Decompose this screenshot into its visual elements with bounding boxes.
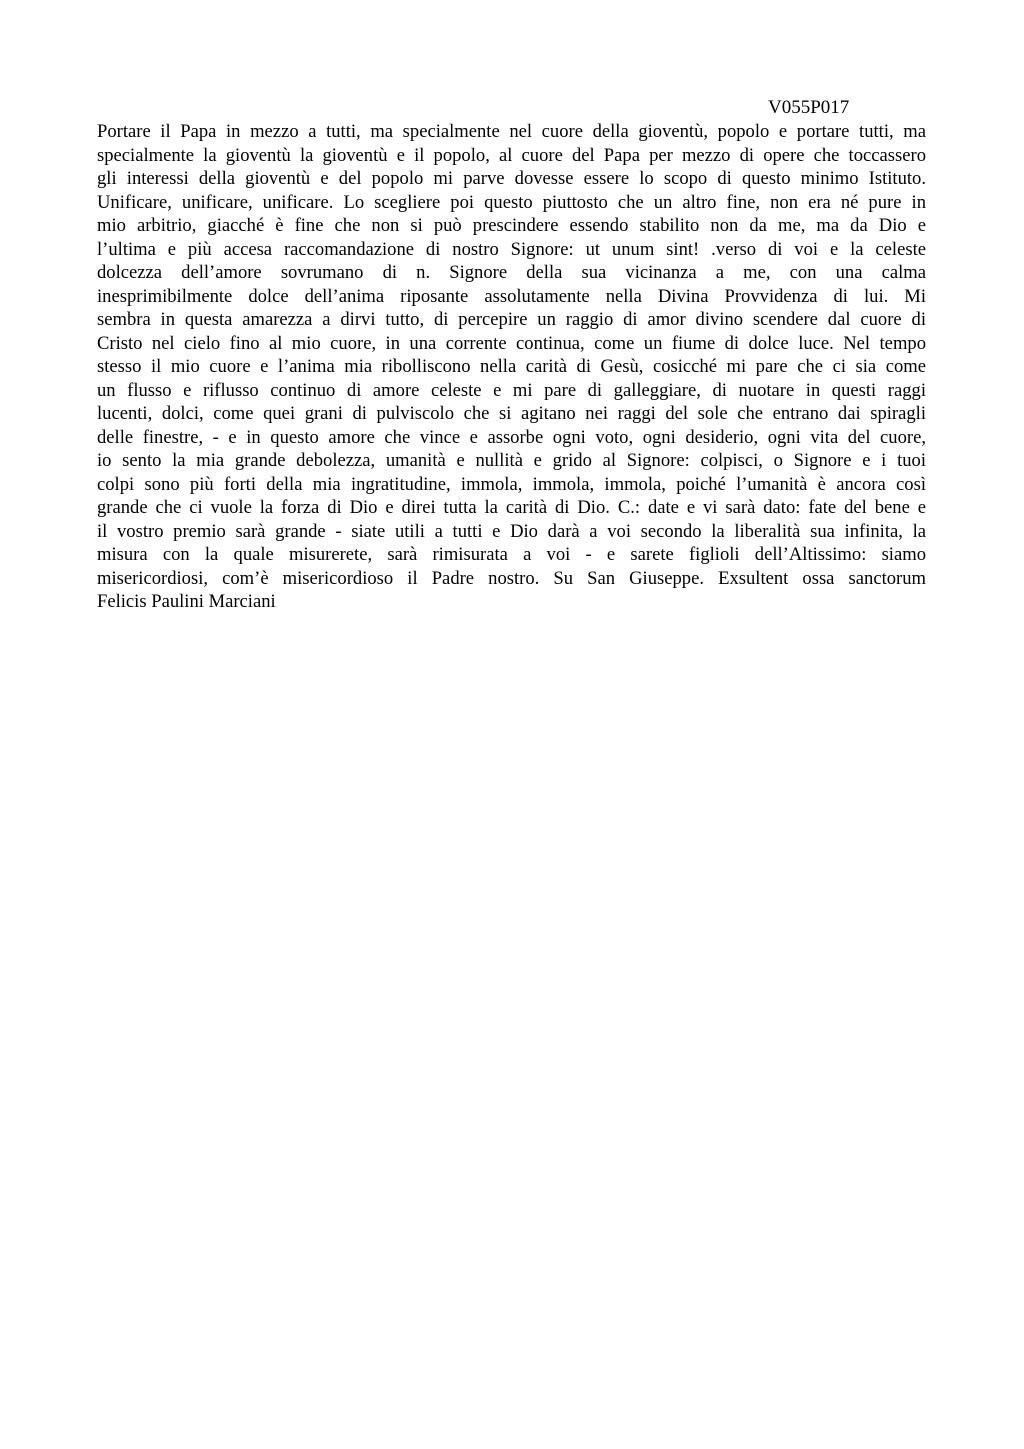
text-line: misura con la quale misurerete, sarà rimisurata a voi - e sarete figlioli dell’Altissimo: siamo	[97, 544, 926, 565]
text-line: sembra in questa amarezza a dirvi tutto, di percepire un raggio di amor divino scendere dal cuore di	[97, 309, 926, 330]
text-line: Portare il Papa in mezzo a tutti, ma specialmente nel cuore della gioventù, popolo e portare tutti, ma	[97, 121, 926, 142]
text-line: Unificare, unificare, unificare. Lo scegliere poi questo piuttosto che un altro fine, non era né pure in	[97, 191, 926, 213]
text-line: stesso il mio cuore e l’anima mia ribolliscono nella carità di Gesù, cosicché mi pare che ci sia come	[97, 356, 926, 377]
text-line: io sento la mia grande debolezza, umanità e nullità e grido al Signore: colpisci, o Signore e i tuoi	[97, 450, 926, 471]
text-line: gli interessi della gioventù e del popolo mi parve dovesse essere lo scopo di questo minimo Istituto.	[97, 168, 926, 189]
text-line: mio arbitrio, giacché è fine che non si può prescindere essendo stabilito non da me, ma da Dio e	[97, 215, 926, 236]
text-line: il vostro premio sarà grande - siate utili a tutti e Dio darà a voi secondo la liberalità sua infinita, la	[97, 520, 926, 542]
text-line: colpi sono più forti della mia ingratitudine, immola, immola, immola, poiché l’umanità è ancora così	[97, 473, 926, 495]
text-line: Felicis Paulini Marciani	[97, 591, 276, 612]
page-code: V055P017	[768, 97, 850, 118]
text-line: grande che ci vuole la forza di Dio e direi tutta la carità di Dio. C.: date e vi sarà dato: fate del bene e	[97, 497, 926, 518]
text-line: Cristo nel cielo fino al mio cuore, in una corrente continua, come un fiume di dolce luce. Nel tempo	[97, 332, 926, 354]
text-line: dolcezza dell’amore sovrumano di n. Signore della sua vicinanza a me, con una calma	[97, 262, 926, 283]
text-line: un flusso e riflusso continuo di amore celeste e mi pare di galleggiare, di nuotare in questi raggi	[97, 379, 926, 401]
text-line: l’ultima e più accesa raccomandazione di nostro Signore: ut unum sint! .verso di voi e la celeste	[97, 238, 926, 260]
text-line: specialmente la gioventù la gioventù e il popolo, al cuore del Papa per mezzo di opere che toccassero	[97, 144, 926, 166]
text-line: lucenti, dolci, come quei grani di pulviscolo che si agitano nei raggi del sole che entrano dai spiragli	[97, 403, 926, 424]
text-line: inesprimibilmente dolce dell’anima riposante assolutamente nella Divina Provvidenza di lui. Mi	[97, 285, 926, 307]
body-paragraph	[97, 120, 926, 614]
text-line: misericordiosi, com’è misericordioso il Padre nostro. Su San Giuseppe. Exsultent ossa sanctorum	[97, 567, 926, 589]
text-line: delle finestre, - e in questo amore che vince e assorbe ogni voto, ogni desiderio, ogni vita del cuore,	[97, 426, 926, 448]
